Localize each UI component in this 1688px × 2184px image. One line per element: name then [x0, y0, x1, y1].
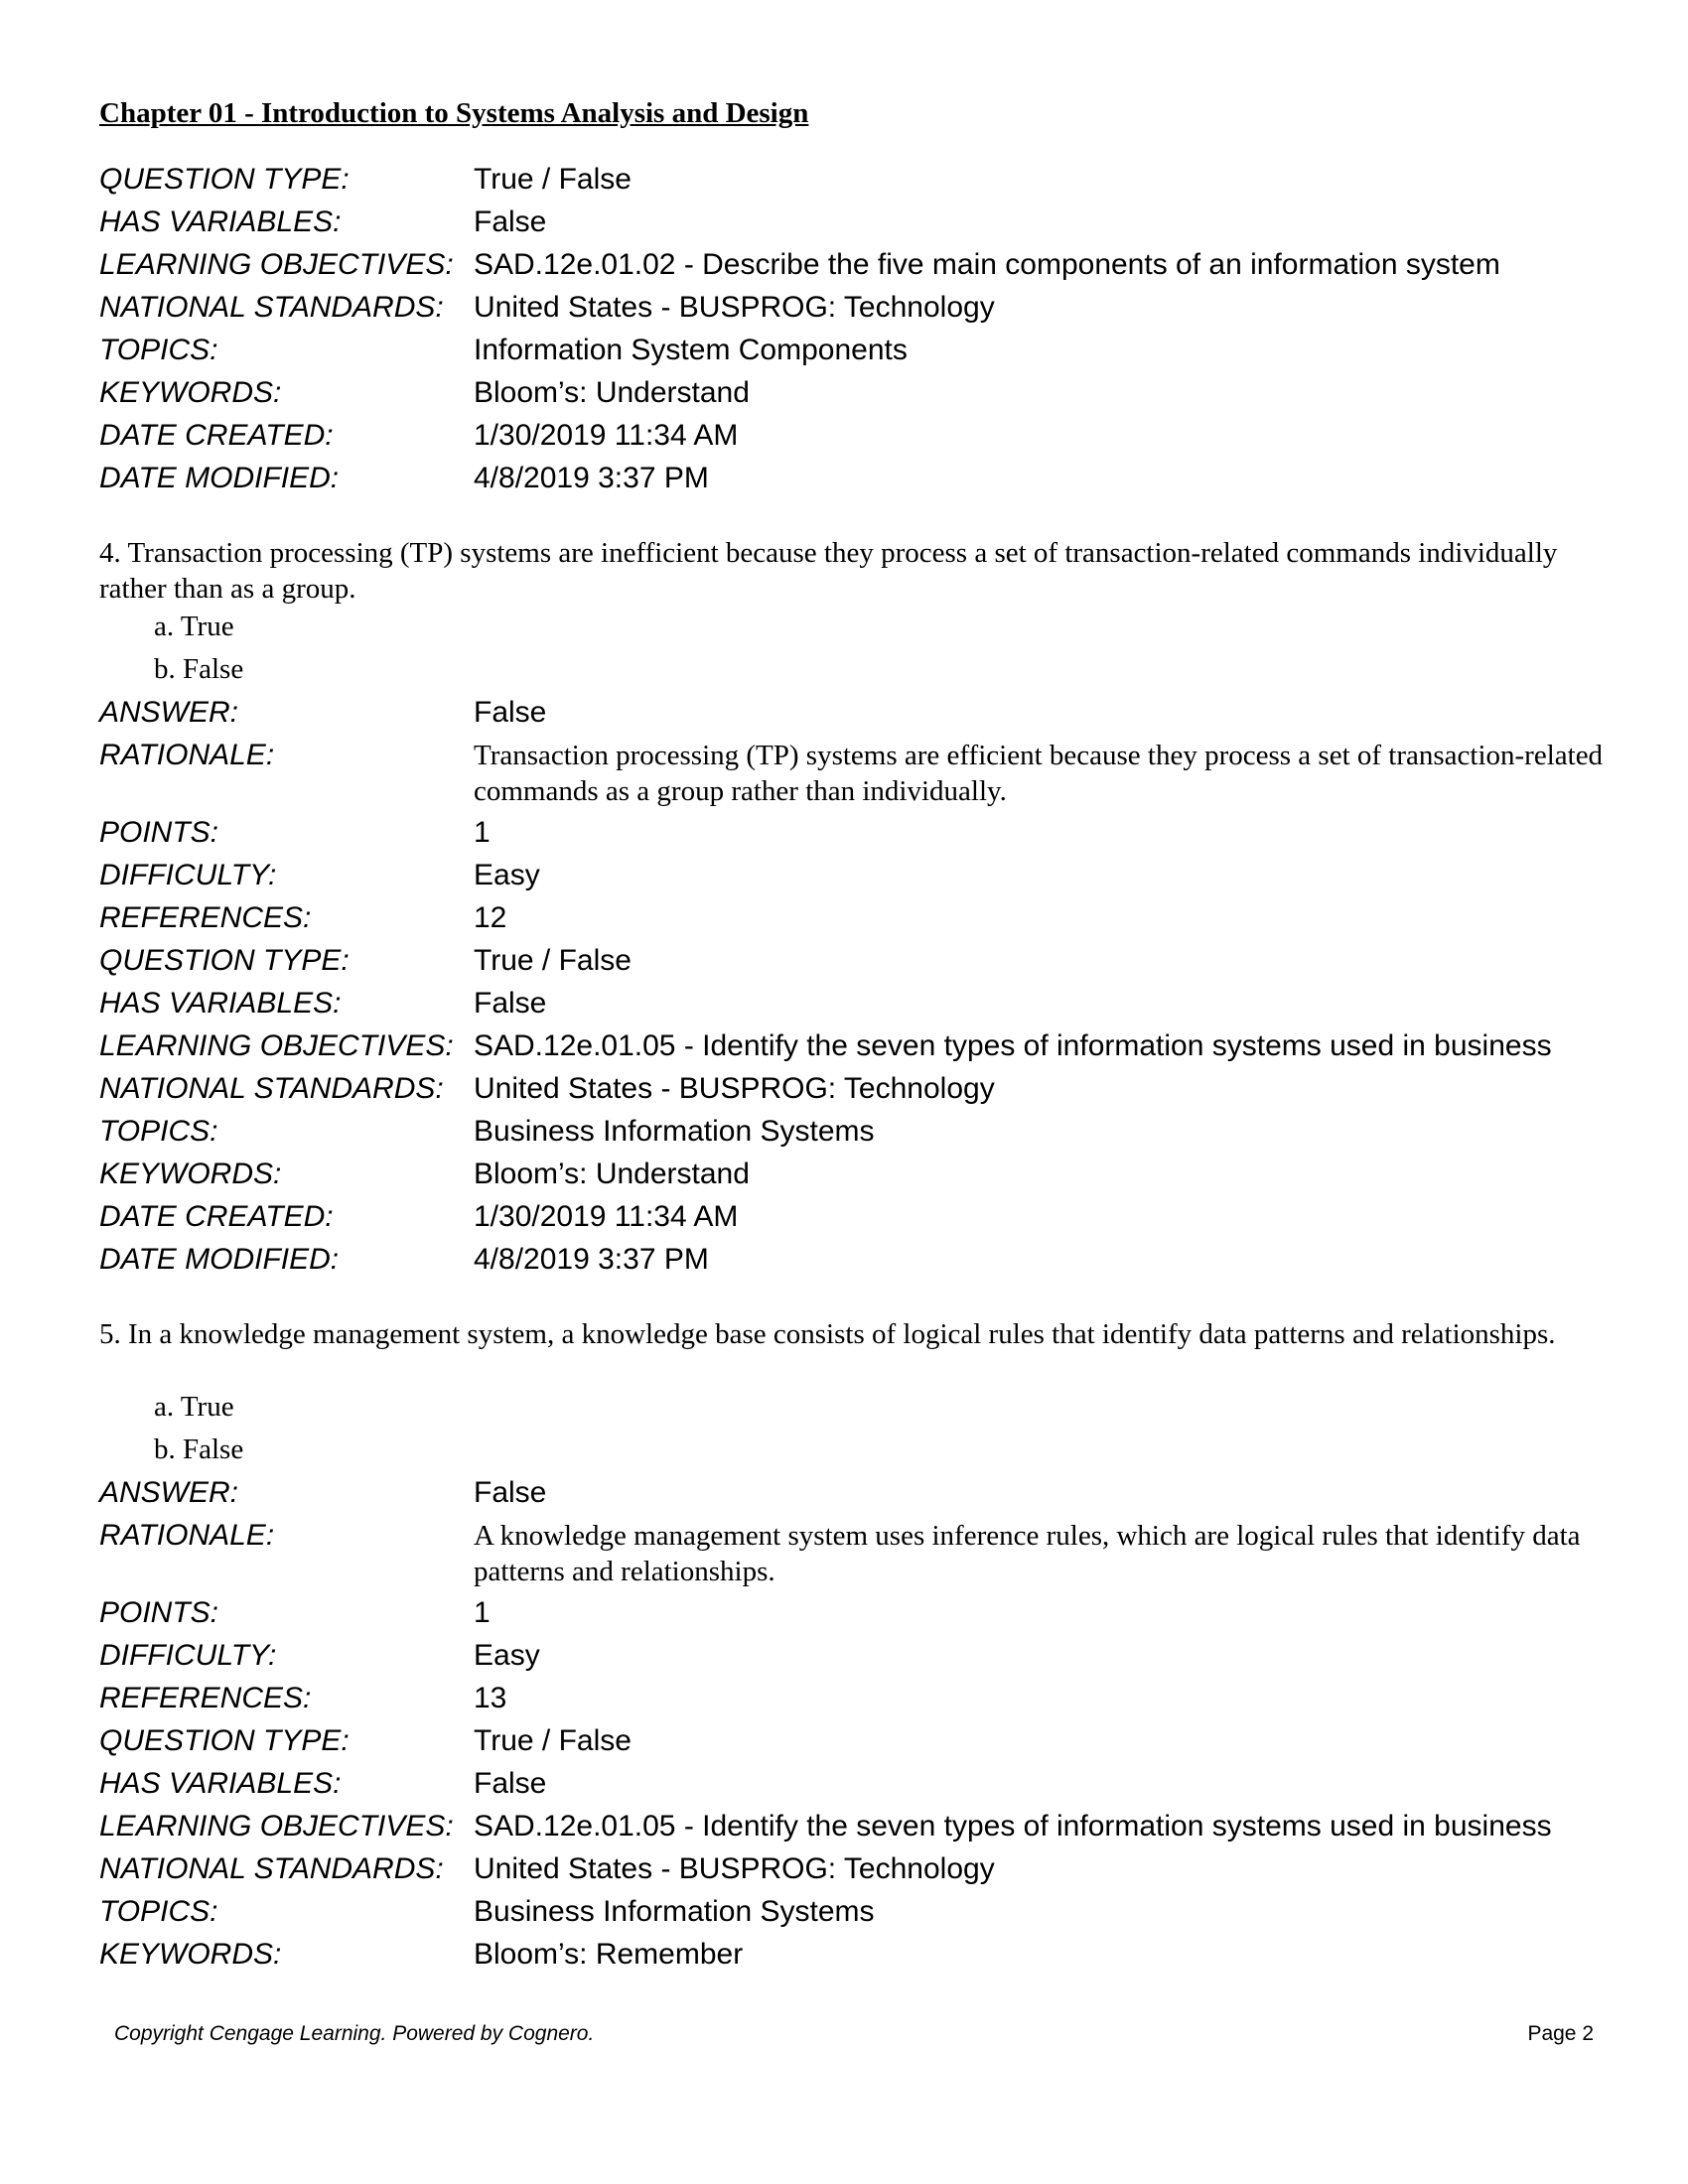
footer-page-number: Page 2: [1527, 2022, 1594, 2045]
meta-label: KEYWORDS:: [99, 1938, 282, 1971]
meta-label: LEARNING OBJECTIVES:: [99, 1810, 454, 1843]
question-4-option-a: a. True: [154, 611, 234, 642]
meta-value: False: [474, 205, 547, 238]
meta-value: SAD.12e.01.05 - Identify the seven types of information systems used in business: [474, 1029, 1552, 1062]
meta-label: KEYWORDS:: [99, 1158, 282, 1190]
meta-value: 1/30/2019 11:34 AM: [474, 419, 739, 452]
meta-label: DATE MODIFIED:: [99, 462, 340, 494]
question-4-text: 4. Transaction processing (TP) systems are inefficient because they process a set of transaction-related commands individually rather than as a group.: [99, 537, 1558, 605]
meta-label: NATIONAL STANDARDS:: [99, 291, 444, 324]
meta-value: United States - BUSPROG: Technology: [474, 1072, 995, 1105]
meta-value: Bloom’s: Remember: [474, 1938, 744, 1971]
meta-value: 4/8/2019 3:37 PM: [474, 1243, 709, 1276]
meta-label: ANSWER:: [99, 1476, 239, 1509]
meta-label: DATE CREATED:: [99, 419, 334, 452]
meta-label: QUESTION TYPE:: [99, 1724, 350, 1757]
meta-label: DATE CREATED:: [99, 1200, 334, 1233]
meta-label: POINTS:: [99, 816, 219, 849]
meta-label: REFERENCES:: [99, 1682, 312, 1714]
meta-label: HAS VARIABLES:: [99, 987, 342, 1020]
answer-value: False: [474, 696, 547, 729]
meta-label: LEARNING OBJECTIVES:: [99, 248, 454, 281]
answer-value: False: [474, 1476, 547, 1509]
meta-value: 13: [474, 1682, 507, 1714]
meta-value: Easy: [474, 859, 540, 891]
meta-value: 1: [474, 816, 491, 849]
meta-label: DIFFICULTY:: [99, 859, 277, 891]
chapter-title: Chapter 01 - Introduction to Systems Analysis and Design: [99, 97, 809, 129]
meta-label: RATIONALE:: [99, 739, 275, 771]
meta-label: NATIONAL STANDARDS:: [99, 1852, 444, 1885]
meta-value: Business Information Systems: [474, 1895, 875, 1928]
meta-label: LEARNING OBJECTIVES:: [99, 1029, 454, 1062]
rationale-text: Transaction processing (TP) systems are efficient because they process a set of transaction-related commands as a group rather than individually.: [474, 740, 1604, 807]
meta-label: TOPICS:: [99, 334, 218, 366]
meta-value: 4/8/2019 3:37 PM: [474, 462, 709, 494]
meta-label: POINTS:: [99, 1596, 219, 1629]
meta-label: NATIONAL STANDARDS:: [99, 1072, 444, 1105]
meta-label: HAS VARIABLES:: [99, 1767, 342, 1800]
meta-value: Easy: [474, 1639, 540, 1672]
meta-value: Information System Components: [474, 334, 908, 366]
meta-label: QUESTION TYPE:: [99, 944, 350, 977]
meta-value: True / False: [474, 1724, 632, 1757]
meta-value: 12: [474, 901, 507, 934]
meta-label: DATE MODIFIED:: [99, 1243, 340, 1276]
meta-value: Bloom’s: Understand: [474, 1158, 750, 1190]
meta-label: KEYWORDS:: [99, 376, 282, 409]
meta-label: DIFFICULTY:: [99, 1639, 277, 1672]
meta-label: REFERENCES:: [99, 901, 312, 934]
question-5-option-b: b. False: [154, 1433, 244, 1465]
meta-label: HAS VARIABLES:: [99, 205, 342, 238]
meta-value: SAD.12e.01.05 - Identify the seven types of information systems used in business: [474, 1810, 1552, 1843]
meta-value: True / False: [474, 163, 632, 196]
meta-label: ANSWER:: [99, 696, 239, 729]
question-5-option-a: a. True: [154, 1391, 234, 1423]
meta-value: United States - BUSPROG: Technology: [474, 291, 995, 324]
meta-label: QUESTION TYPE:: [99, 163, 350, 196]
meta-value: False: [474, 1767, 547, 1800]
meta-value: 1/30/2019 11:34 AM: [474, 1200, 739, 1233]
meta-value: True / False: [474, 944, 632, 977]
meta-value: United States - BUSPROG: Technology: [474, 1852, 995, 1885]
meta-value: 1: [474, 1596, 491, 1629]
question-4-option-b: b. False: [154, 653, 244, 685]
meta-label: TOPICS:: [99, 1115, 218, 1148]
footer-copyright: Copyright Cengage Learning. Powered by Cognero.: [114, 2022, 595, 2045]
meta-value: Bloom’s: Understand: [474, 376, 750, 409]
meta-value: False: [474, 987, 547, 1020]
meta-label: RATIONALE:: [99, 1519, 275, 1552]
rationale-text: A knowledge management system uses inference rules, which are logical rules that identify data patterns and relationships.: [474, 1520, 1581, 1587]
question-5-text: 5. In a knowledge management system, a knowledge base consists of logical rules that identify data patterns and relationships.: [99, 1318, 1556, 1350]
meta-value: Business Information Systems: [474, 1115, 875, 1148]
meta-value: SAD.12e.01.02 - Describe the five main components of an information system: [474, 248, 1500, 281]
meta-label: TOPICS:: [99, 1895, 218, 1928]
